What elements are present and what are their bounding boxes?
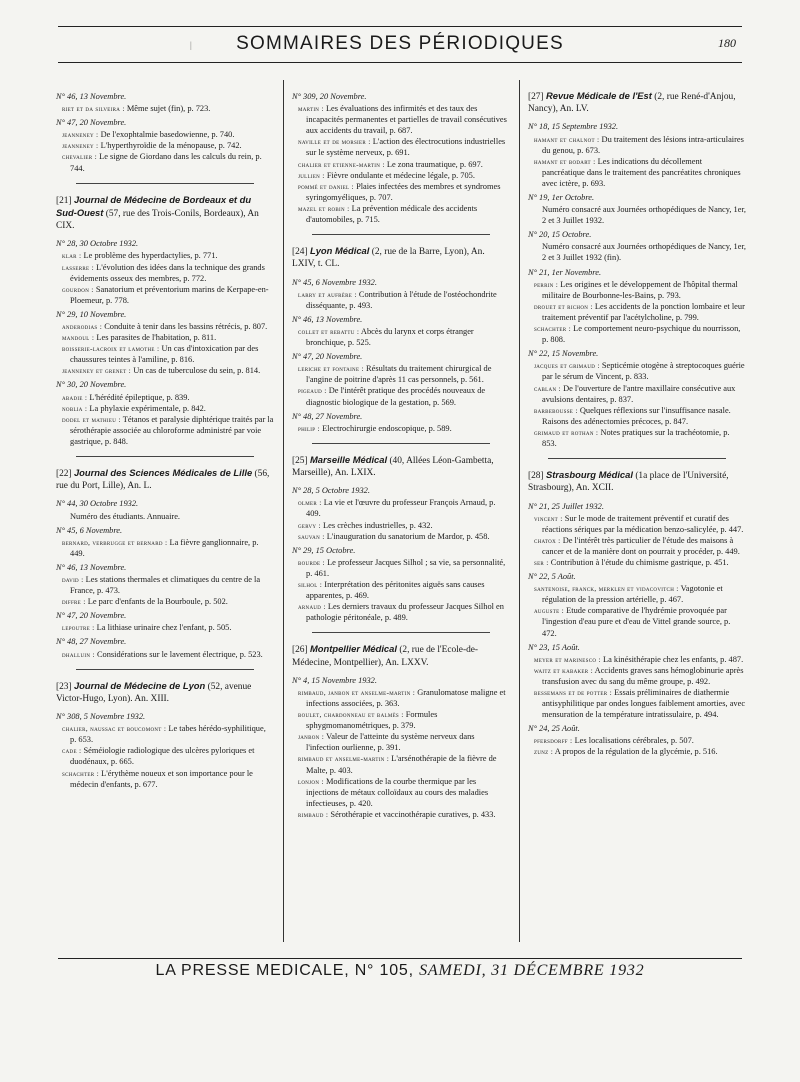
- article-title: Les derniers travaux du professeur Jacques Silhol en pathologie péritonéale, p. 489.: [306, 602, 504, 623]
- journal-address: (1a place de l'Université, Strasbourg), An. XCII.: [528, 471, 729, 494]
- header-rule-bottom: [58, 62, 742, 63]
- article-authors: rimbaud et anselme-martin :: [298, 754, 390, 764]
- issue-number: N° 46, 13 Novembre.: [56, 562, 127, 572]
- article-authors: mandoul :: [62, 333, 95, 343]
- section-separator: [312, 234, 490, 235]
- article-authors: boisserie-lacroix et lamothe :: [62, 344, 160, 354]
- article-authors: riet et da silveira :: [62, 104, 125, 114]
- article-title: Quelques réflexions sur l'insuffisance nasale. Raisons des adénectomies précoces, p. 847.: [542, 405, 731, 426]
- issue-note: Numéro consacré aux Journées orthopédiques de Nancy, 1er, 2 et 3 Juillet 1932 (fin).: [542, 242, 747, 263]
- journal-name: Revue Médicale de l'Est: [545, 90, 652, 101]
- column-1: [56, 88, 274, 790]
- issue-number: N° 21, 1er Novembre.: [528, 267, 602, 277]
- issue-number: N° 23, 15 Août.: [528, 642, 580, 652]
- issue-note: Numéro consacré aux Journées orthopédiques de Nancy, 1er, 2 et 3 Juillet 1932.: [542, 205, 747, 226]
- article-authors: grimaud et rothan :: [534, 427, 599, 437]
- article-title: Contribution à l'étude du chimisme gastrique, p. 451.: [548, 557, 729, 567]
- article-entry: [56, 284, 274, 306]
- article-entry: [292, 136, 510, 158]
- article-authors: larry et aufrère :: [298, 289, 357, 299]
- section-separator: [76, 183, 254, 184]
- article-entry: [528, 427, 746, 449]
- article-entry: [292, 557, 510, 579]
- journal-address: (56, rue du Port, Lille), An. L.: [56, 469, 270, 492]
- article-authors: vincent :: [534, 513, 563, 523]
- issue-number: N° 44, 30 Octobre 1932.: [56, 499, 139, 509]
- issue-number: N° 22, 5 Août.: [528, 572, 576, 582]
- article-entry: [528, 557, 746, 568]
- article-authors: dodel et mathieu :: [62, 414, 121, 424]
- article-authors: gourdon :: [62, 284, 94, 294]
- article-entry: [56, 250, 274, 261]
- issue-number: N° 4, 15 Novembre 1932.: [292, 675, 377, 685]
- article-authors: boulet, chardonneau et balmès :: [298, 710, 404, 720]
- journal-number: [25]: [292, 455, 310, 466]
- issue-number: N° 29, 15 Octobre.: [292, 545, 356, 555]
- article-title: Essais préliminaires de diathermie antisyphilitique par ondes longues faiblement amorties, avec mensuration de la température intratissulaire, p. 494.: [542, 688, 746, 720]
- article-authors: abadie :: [62, 392, 88, 402]
- journal-address: (2, rue René-d'Anjou, Nancy), An. LV.: [528, 92, 736, 115]
- journal-address: (52, avenue Victor-Hugo, Lyon). An. XIII.: [56, 681, 252, 704]
- article-title: Notes pratiques sur la trachéotomie, p. 853.: [542, 427, 730, 448]
- article-title: Même sujet (fin), p. 723.: [124, 104, 211, 114]
- header-tick: |: [190, 40, 192, 50]
- article-entry: [528, 383, 746, 405]
- article-entry: [56, 392, 274, 403]
- article-entry: [528, 134, 746, 156]
- article-authors: janbon :: [298, 732, 325, 742]
- section-separator: [76, 456, 254, 457]
- page-number: 180: [718, 36, 736, 50]
- article-entry: [528, 535, 746, 557]
- article-title: Un cas d'intoxication par des chaussures teintes à l'amiline, p. 816.: [70, 344, 259, 365]
- article-title: Séméiologie radiologique des ulcères pyloriques et duodénaux, p. 665.: [70, 746, 255, 767]
- journal-heading: [56, 680, 274, 705]
- article-authors: david :: [62, 575, 84, 584]
- article-entry: [528, 665, 746, 687]
- article-authors: meyer et marinesco :: [534, 654, 601, 664]
- article-authors: schachter :: [534, 324, 572, 334]
- article-title: L'arsénothérapie de la fièvre de Malte, p. 403.: [306, 754, 497, 775]
- article-title: A propos de la régulation de la glycémie, p. 516.: [553, 747, 718, 757]
- article-title: Fièvre ondulante et médecine légale, p. 705.: [324, 170, 475, 180]
- journal-name: Lyon Médical: [309, 245, 370, 257]
- article-entry: [528, 323, 746, 345]
- article-title: Le zona traumatique, p. 697.: [384, 159, 483, 169]
- article-authors: leriche et fontaine :: [298, 364, 364, 374]
- article-entry: [292, 423, 510, 434]
- article-entry: [292, 326, 510, 348]
- article-title: Les localisations cérébrales, p. 507.: [572, 736, 694, 746]
- article-title: L'hérédité épileptique, p. 839.: [87, 392, 190, 402]
- issue-number: N° 45, 6 Novembre 1932.: [292, 277, 377, 287]
- issue-note: Numéro des étudiants. Annuaire.: [70, 511, 181, 521]
- article-title: L'évolution des idées dans la technique des grands évidements osseux des membres, p. 772.: [70, 262, 265, 283]
- article-authors: jeanneney :: [62, 141, 99, 151]
- article-authors: gervy :: [298, 520, 321, 530]
- article-title: De l'intérêt pratique des procédés nouveaux de diagnostic biologique de la gestation, p. 569.: [306, 386, 486, 407]
- article-authors: chatox :: [534, 535, 561, 545]
- article-authors: philip :: [298, 423, 320, 433]
- column-3: [528, 88, 746, 758]
- article-authors: hamant et chalnot :: [534, 134, 600, 144]
- article-authors: chevalier :: [62, 152, 97, 162]
- article-title: Vagotonie et régulation de la pression artérielle, p. 467.: [542, 584, 723, 605]
- issue-number: N° 29, 10 Novembre.: [56, 309, 127, 319]
- journal-name: Marseille Médical: [309, 453, 388, 465]
- journal-heading: [292, 643, 510, 668]
- article-title: Contribution à l'étude de l'ostéochondrite disséquante, p. 493.: [306, 289, 497, 310]
- journal-heading: [292, 245, 510, 270]
- article-title: L'hyperthyroïdie de la ménopause, p. 742.: [98, 141, 242, 151]
- article-title: L'action des électrocutions industrielles sur le système nerveux, p. 691.: [306, 137, 506, 158]
- article-title: Electrochirurgie endoscopique, p. 589.: [319, 423, 452, 433]
- article-title: Formules sphygmomanométriques, p. 379.: [306, 710, 438, 731]
- article-entry: [528, 583, 746, 605]
- article-title: Plaies infectées des membres et syndromes syringomyéliques, p. 707.: [306, 181, 501, 202]
- article-entry: [292, 753, 510, 775]
- article-entry: [528, 405, 746, 427]
- article-entry: [292, 731, 510, 753]
- article-entry: [292, 289, 510, 311]
- journal-name: Strasbourg Médical: [545, 469, 633, 481]
- article-authors: klar :: [62, 251, 82, 261]
- article-title: Conduite à tenir dans les bassins rétrécis, p. 807.: [102, 321, 268, 331]
- article-entry: [292, 520, 510, 531]
- article-authors: chalier, naussac et boucomont :: [62, 724, 167, 734]
- article-title: La phylaxie expérimentale, p. 842.: [87, 403, 206, 413]
- article-title: Les crèches industrielles, p. 432.: [320, 520, 433, 530]
- issue-number: N° 48, 27 Novembre.: [56, 637, 127, 647]
- journal-heading: [56, 467, 274, 492]
- journal-address: (2, rue de la Barre, Lyon), An. LXIV, t. CL.: [292, 247, 485, 270]
- article-entry: [292, 363, 510, 385]
- article-entry: [292, 601, 510, 623]
- article-authors: auguste :: [534, 606, 565, 616]
- article-authors: diffre :: [62, 597, 86, 607]
- article-title: Granulomatose maligne et infections associées, p. 363.: [306, 687, 506, 708]
- article-authors: bessemans et de potter :: [534, 688, 613, 697]
- article-authors: lonjon :: [298, 776, 324, 786]
- article-authors: cablan :: [534, 383, 561, 393]
- issue-number: N° 24, 25 Août.: [528, 724, 580, 734]
- article-authors: silhol :: [298, 579, 323, 589]
- article-title: Le tabes hérédo-syphilitique, p. 653.: [70, 724, 266, 745]
- article-authors: naville et de morsier :: [298, 137, 371, 147]
- article-entry: [56, 414, 274, 447]
- article-authors: pfersdorff :: [534, 736, 573, 746]
- article-entry: [292, 385, 510, 407]
- article-authors: ser :: [534, 557, 549, 567]
- journal-number: [22]: [56, 469, 74, 479]
- article-title: La kinésithérapie chez les enfants, p. 487.: [600, 654, 744, 664]
- article-authors: rimbaud, janbon et anselme-martin :: [298, 687, 416, 697]
- issue-number: N° 46, 13 Novembre.: [56, 92, 127, 101]
- article-authors: waitz et kabaker :: [534, 665, 594, 675]
- journal-number: [26]: [292, 645, 310, 656]
- article-title: L'inauguration du sanatorium de Mardor, p. 458.: [324, 531, 490, 541]
- journal-heading: [292, 454, 510, 479]
- article-entry: [292, 103, 510, 136]
- article-title: Un cas de tuberculose du sein, p. 814.: [131, 366, 261, 376]
- article-authors: collet et rebattu :: [298, 326, 360, 336]
- page-title: SOMMAIRES DES PÉRIODIQUES: [236, 33, 564, 54]
- article-entry: [292, 531, 510, 542]
- article-entry: [56, 262, 274, 284]
- issue-number: N° 48, 27 Novembre.: [292, 411, 363, 421]
- article-authors: rimbaud :: [298, 809, 329, 819]
- journal-address: (57, rue des Trois-Conils, Bordeaux), An CIX.: [56, 208, 259, 232]
- article-entry: [528, 301, 746, 323]
- article-entry: [56, 574, 274, 596]
- journal-heading: [56, 194, 274, 233]
- article-authors: cade :: [62, 746, 82, 756]
- issue-number: N° 309, 20 Novembre.: [292, 92, 367, 101]
- article-authors: santenoise, franck, merklen et vidacovitch :: [534, 584, 679, 594]
- section-separator: [312, 443, 490, 444]
- journal-name: Journal de Médecine de Bordeaux et du Sud-Ouest: [56, 193, 252, 218]
- article-authors: lasserre :: [62, 262, 95, 272]
- footer-journal: LA PRESSE MEDICALE, N° 105,: [155, 962, 414, 979]
- article-entry: [528, 279, 746, 301]
- article-entry: [56, 343, 274, 365]
- article-authors: jullien :: [298, 170, 325, 180]
- article-title: Modifications de la courbe thermique par les injections de métaux colloïdaux au cours des maladies infectieuses, p. 420.: [306, 776, 489, 808]
- article-title: Accidents graves sans hémoglobinurie après transfusion avec du sang du même groupe, p. 492.: [542, 665, 744, 686]
- article-entry: [528, 156, 746, 189]
- article-entry: [528, 735, 746, 746]
- article-title: Sérothérapie et vaccinothérapie curatives, p. 433.: [328, 809, 496, 819]
- issue-number: N° 45, 6 Novembre.: [56, 525, 123, 535]
- article-entry: [292, 203, 510, 225]
- article-title: Tétanos et paralysie diphtérique traités par la sérothérapie associée au chloroforme administré par voie gastrique, p. 848.: [70, 414, 274, 446]
- article-title: Sur le mode de traitement préventif et curatif des réactions sériques par la médication benzo-salicylée, p. 447.: [542, 513, 744, 534]
- article-entry: [56, 649, 274, 660]
- article-entry: [56, 103, 274, 114]
- journal-name: Montpellier Médical: [309, 643, 397, 655]
- article-authors: jeanneney :: [62, 130, 99, 140]
- article-title: Les indications du décollement pancréatique dans le traitement des pancréatites chroniques avec ictère, p. 693.: [542, 156, 741, 188]
- journal-heading: [528, 90, 746, 115]
- issue-number: N° 30, 20 Novembre.: [56, 380, 127, 390]
- article-entry: [292, 497, 510, 519]
- article-entry: [56, 596, 274, 607]
- article-authors: jacques et grimaud :: [534, 361, 600, 371]
- article-title: Sanatorium et préventorium marins de Kerpape-en-Ploemeur, p. 778.: [70, 284, 269, 305]
- issue-number: N° 28, 5 Octobre 1932.: [292, 486, 370, 496]
- article-entry: [292, 579, 510, 601]
- article-title: Les évaluations des infirmités et des taux des incapacités permanentes et partielles de travail consécutives aux accidents du travail, p. 687.: [306, 104, 507, 136]
- article-entry: [528, 605, 746, 638]
- article-title: Les stations thermales et climatiques du centre de la France, p. 473.: [70, 575, 261, 596]
- issue-number: N° 308, 5 Novembre 1932.: [56, 712, 146, 722]
- journal-address: (2, rue de l'Ecole-de-Médecine, Montpellier), An. LXXV.: [292, 645, 479, 668]
- article-title: De l'ouverture de l'antre maxillaire consécutive aux avulsions dentaires, p. 837.: [542, 383, 736, 404]
- header-rule: [58, 26, 742, 27]
- article-authors: pommé et daniel :: [298, 181, 354, 191]
- article-title: De l'exophtalmie basedowienne, p. 740.: [98, 130, 235, 140]
- section-separator: [548, 458, 726, 459]
- footer-date: SAMEDI, 31 DÉCEMBRE 1932: [419, 962, 645, 979]
- article-entry: [292, 776, 510, 809]
- article-title: Les origines et le développement de l'hôpital thermal militaire de Bourbonne-les-Bains, p. 793.: [542, 279, 738, 300]
- journal-name: Journal de Médecine de Lyon: [73, 679, 206, 691]
- article-entry: [528, 687, 746, 720]
- issue-number: N° 19, 1er Octobre.: [528, 193, 595, 202]
- article-title: La prévention médicale des accidents d'automobiles, p. 715.: [306, 203, 478, 225]
- article-title: Les accidents de la ponction lombaire et leur traitement préventif par l'acétylcholine, p. 799.: [542, 301, 745, 322]
- article-entry: [292, 170, 510, 181]
- article-entry: [528, 360, 746, 382]
- article-authors: zunz :: [534, 747, 554, 757]
- article-entry: [56, 622, 274, 633]
- article-authors: noblia :: [62, 403, 88, 413]
- article-entry: [56, 151, 274, 173]
- article-title: Septicémie otogène à streptocoques guérie par le sérum de Vincent, p. 833.: [542, 361, 745, 382]
- article-authors: anderodias :: [62, 321, 103, 331]
- article-entry: [56, 332, 274, 343]
- article-entry: [292, 709, 510, 731]
- article-entry: [56, 140, 274, 151]
- article-title: Le problème des hyperdactylies, p. 771.: [81, 251, 218, 261]
- article-entry: [56, 745, 274, 767]
- article-authors: chalier et etienne-martin :: [298, 159, 385, 169]
- journal-number: [28]: [528, 471, 546, 482]
- article-entry: [56, 768, 274, 790]
- article-title: Le professeur Jacques Silhol ; sa vie, sa personnalité, p. 461.: [306, 557, 506, 578]
- issue-number: N° 18, 15 Septembre 1932.: [528, 122, 619, 132]
- article-entry: [56, 321, 274, 332]
- issue-number: N° 46, 13 Novembre.: [292, 314, 363, 324]
- journal-number: [23]: [56, 681, 74, 692]
- article-entry: [528, 513, 746, 535]
- journal-heading: [528, 469, 746, 494]
- article-entry: [56, 723, 274, 745]
- article-title: Abcès du larynx et corps étranger bronchique, p. 525.: [306, 326, 474, 348]
- section-separator: [312, 632, 490, 633]
- article-authors: bourde :: [298, 557, 325, 567]
- article-authors: olmer :: [298, 498, 322, 508]
- article-entry: [292, 159, 510, 170]
- column-divider: [519, 80, 520, 942]
- journal-number: [21]: [56, 195, 74, 206]
- issue-number: N° 47, 20 Novembre.: [56, 611, 127, 621]
- article-title: Le signe de Giordano dans les calculs du rein, p. 744.: [70, 152, 262, 173]
- article-authors: lepoutre :: [62, 623, 95, 633]
- article-authors: pigeaud :: [298, 386, 327, 396]
- article-authors: perrin :: [534, 279, 559, 289]
- article-title: De l'intérêt très particulier de l'étude des maisons à cancer et de la manière dont on pourrait y procéder, p. 449.: [542, 535, 740, 556]
- article-authors: hamant et bodart :: [534, 156, 596, 166]
- page-footer: [0, 962, 800, 980]
- article-title: Résultats du traitement chirurgical de l'angine de poitrine d'après 11 cas personnels, p. 561.: [306, 364, 492, 385]
- column-divider: [283, 80, 284, 942]
- article-title: Le comportement neuro-psychique du nourrisson, p. 808.: [542, 324, 741, 345]
- article-entry: [56, 365, 274, 376]
- article-title: La fièvre ganglionnaire, p. 449.: [70, 537, 259, 558]
- issue-number: N° 47, 20 Novembre.: [292, 352, 363, 362]
- article-entry: [56, 537, 274, 559]
- article-title: Valeur de l'atteinte du système nerveux dans l'infection ourlienne, p. 391.: [306, 732, 475, 753]
- article-title: Etude comparative de l'hydrémie provoquée par l'ingestion d'eau pure et d'eau de Vittel grande source, p. 472.: [542, 606, 731, 638]
- article-title: L'érythème noueux et son importance pour le médecin d'enfants, p. 677.: [70, 768, 253, 789]
- issue-number: N° 22, 15 Novembre.: [528, 349, 599, 359]
- article-authors: martin :: [298, 104, 324, 114]
- article-authors: schachter :: [62, 768, 100, 778]
- journal-address: (40, Allées Léon-Gambetta, Marseille), An. LXIX.: [292, 455, 494, 478]
- article-entry: [292, 809, 510, 820]
- journal-number: [27]: [528, 92, 546, 102]
- article-authors: mazel et robin :: [298, 203, 350, 213]
- article-title: Considérations sur le lavement électrique, p. 523.: [94, 649, 263, 659]
- article-entry: [528, 654, 746, 665]
- section-separator: [76, 669, 254, 670]
- issue-number: N° 47, 20 Novembre.: [56, 118, 127, 128]
- issue-number: N° 21, 25 Juillet 1932.: [528, 501, 604, 511]
- article-title: Les parasites de l'habitation, p. 811.: [94, 333, 217, 343]
- journal-name: Journal des Sciences Médicales de Lille: [73, 467, 253, 478]
- article-authors: arnaud :: [298, 602, 326, 612]
- article-title: La lithiase urinaire chez l'enfant, p. 505.: [94, 623, 232, 633]
- article-authors: sauvan :: [298, 531, 325, 541]
- article-entry: [292, 687, 510, 709]
- article-title: Du traitement des lésions intra-articulaires du genou, p. 673.: [542, 134, 744, 155]
- article-authors: jeanneney et grenet :: [62, 366, 132, 376]
- issue-number: N° 28, 30 Octobre 1932.: [56, 239, 139, 249]
- article-authors: dhalluin :: [62, 649, 95, 659]
- article-entry: [292, 181, 510, 203]
- journal-number: [24]: [292, 247, 310, 258]
- article-authors: bernard, verbrugge et bernard :: [62, 537, 168, 547]
- article-title: Interprétation des péritonites aiguës sans causes apparentes, p. 469.: [306, 579, 485, 601]
- article-authors: barbebousse :: [534, 405, 578, 415]
- issue-number: N° 20, 15 Octobre.: [528, 230, 592, 240]
- article-entry: [56, 129, 274, 140]
- article-authors: drouet et richon :: [534, 301, 593, 311]
- column-2: [292, 88, 510, 820]
- article-title: Le parc d'enfants de la Bourboule, p. 502.: [85, 597, 228, 607]
- article-entry: [528, 746, 746, 757]
- article-entry: [56, 403, 274, 414]
- footer-rule: [58, 958, 742, 959]
- article-title: La vie et l'œuvre du professeur François Arnaud, p. 409.: [306, 498, 496, 519]
